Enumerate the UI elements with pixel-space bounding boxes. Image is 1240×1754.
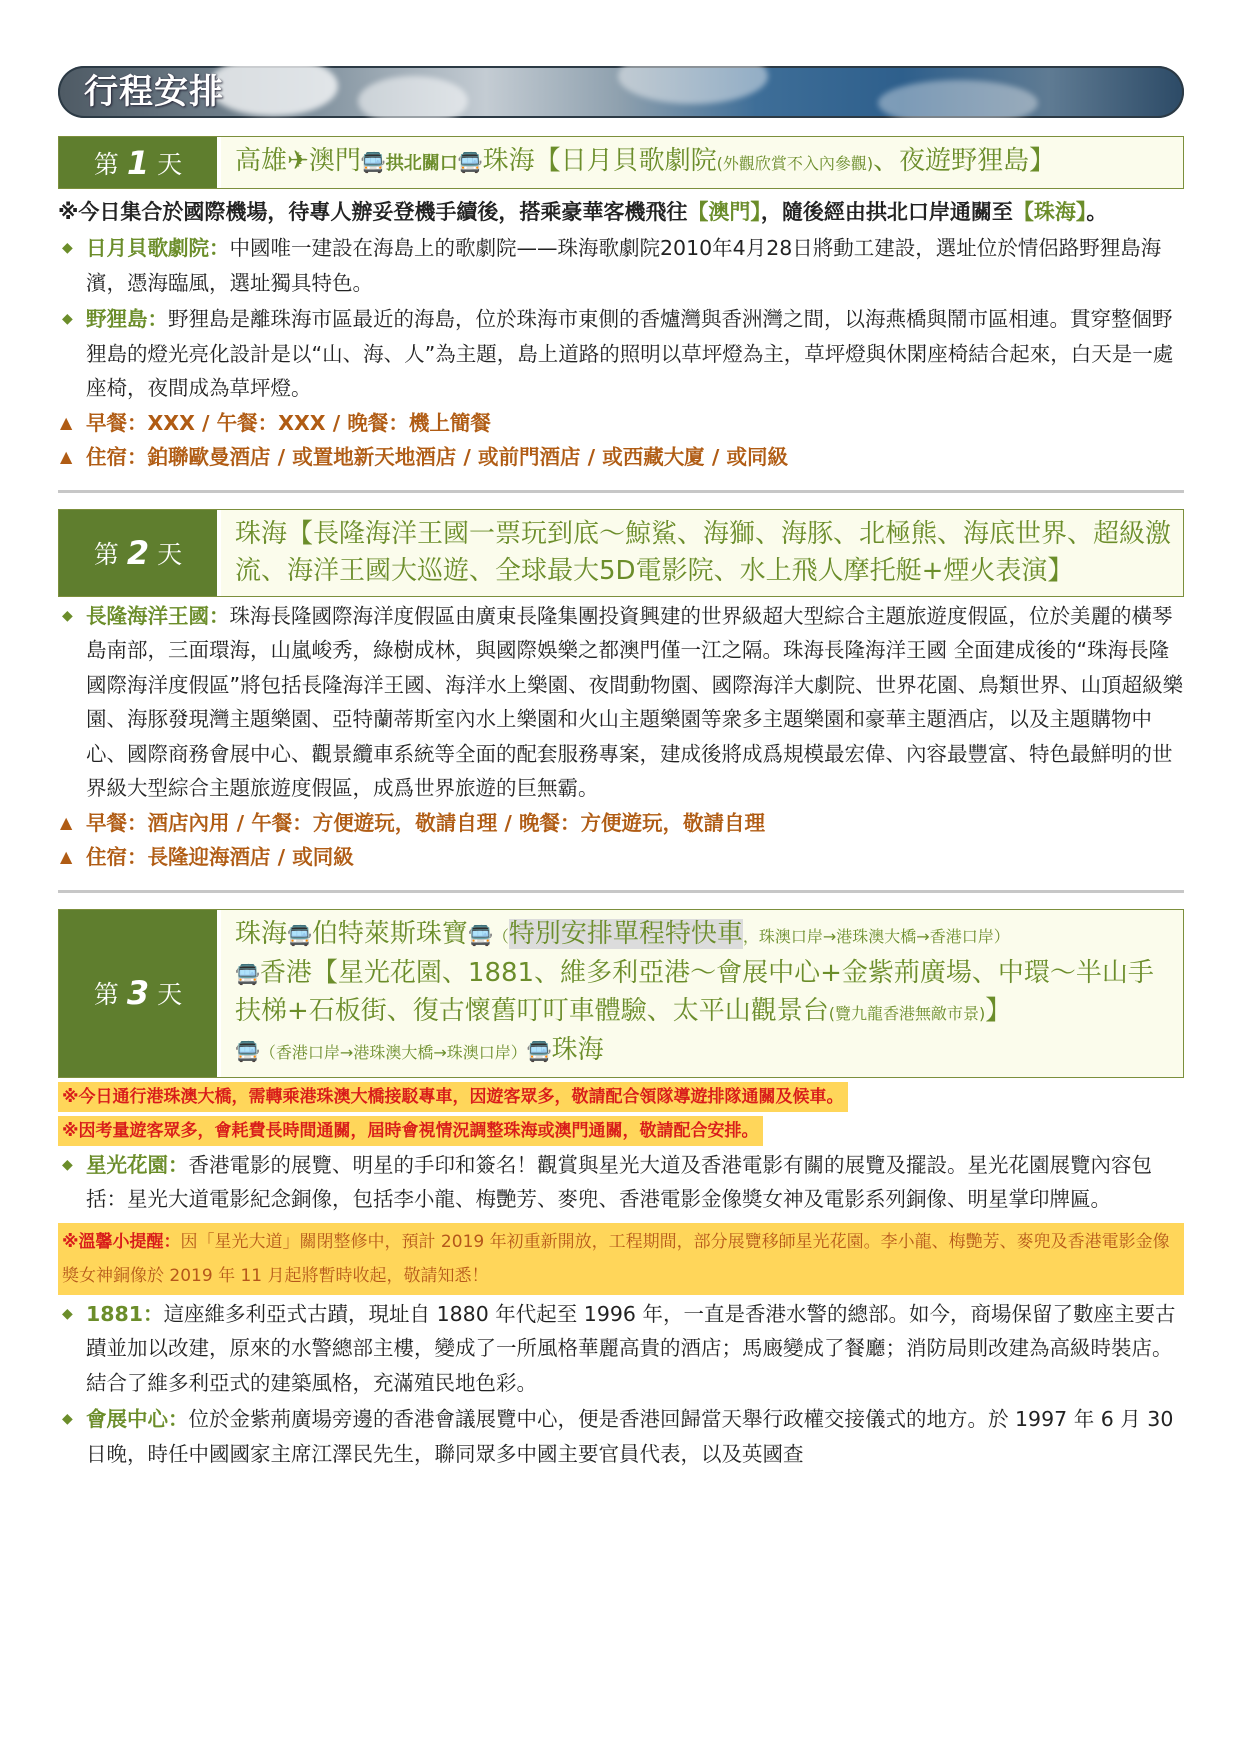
diamond-bullet-icon: ◆ <box>62 1156 73 1173</box>
reminder-text: 因「星光大道」關閉整修中，預計 2019 年初重新開放，工程期間，部分展覽移師星光花園。李小龍、梅艷芳、麥兜及香港電影金像獎女神銅像於 2019 年 11 月起將暫時收起，敬請知悉！ <box>62 1231 1170 1286</box>
attraction-name: 野狸島： <box>86 307 168 331</box>
route-detail: （香港口岸→港珠澳大橋→珠澳口岸） <box>259 1042 527 1062</box>
attraction-desc: 這座維多利亞式古蹟，現址自 1880 年代起至 1996 年，一直是香港水警的總部。如今，商場保留了數座主要古蹟並加以改建，原來的水警總部主樓，變成了一所風格華麗高貴的酒店；馬廄變成了餐廳；消防局則改建為高級時裝店。結合了維多利亞式的建築風格，充滿殖民地色彩。 <box>86 1301 1176 1395</box>
intro-text: ，隨後經由拱北口岸通關至 <box>760 200 1013 224</box>
route-via: 拱北關口 <box>385 153 458 174</box>
attraction-desc: 中國唯一建設在海島上的歌劇院——珠海歌劇院2010年4月28日將動工建設，選址位於情侶路野狸島海濱，憑海臨風，選址獨具特色。 <box>86 236 1162 295</box>
hotel-text: 住宿：長隆迎海酒店 / 或同級 <box>86 844 354 869</box>
bus-icon: 🚍 <box>467 922 493 947</box>
attraction-name: 日月貝歌劇院： <box>86 236 230 260</box>
attraction-item <box>58 1402 1184 1471</box>
day-title-note: (外觀欣賞不入內參觀) <box>716 154 874 173</box>
intro-text: 。 <box>1086 200 1108 224</box>
attraction-name: 星光花園： <box>86 1152 189 1177</box>
diamond-bullet-icon: ◆ <box>62 311 73 327</box>
bus-icon: 🚍 <box>457 150 483 174</box>
meal-info <box>58 406 1184 440</box>
triangle-bullet-icon: ▲ <box>60 846 73 866</box>
diamond-bullet-icon: ◆ <box>62 240 73 256</box>
intro-highlight: 【澳門】 <box>687 200 761 224</box>
attraction-desc: 珠海長隆國際海洋度假區由廣東長隆集團投資興建的世界級超大型綜合主題旅遊度假區，位於美麗的橫琴島南部，三面環海，山嵐峻秀，綠樹成林，與國際娛樂之都澳門僅一江之隔。珠海長隆海洋王國 全面建成後的“珠海長隆國際海洋度假區”將包括長隆海洋王國、海洋水上樂園、夜間動物園、國際海洋大劇院、世界花園、鳥類世界、山頂超級樂園、海豚發現灣主題樂園、亞特蘭蒂斯室內水上樂園和火山主題樂園等衆多主題樂園和豪華主題酒店，以及主題購物中心、國際商務會展中心、觀景纜車系統等全面的配套服務專案，建成後將成爲規模最宏偉、內容最豐富、特色最鮮明的世界級大型綜合主題旅遊度假區，成爲世界旅遊的巨無霸。 <box>86 603 1184 800</box>
day-label-suffix: 天 <box>157 149 183 179</box>
section-divider <box>58 490 1184 493</box>
route-destination: 珠海 <box>482 146 535 176</box>
route-stop: 伯特萊斯珠寶 <box>311 918 468 949</box>
attraction-name: 會展中心： <box>86 1407 189 1431</box>
day-title-text: 【日月貝歌劇院 <box>534 146 717 176</box>
cloud-decoration <box>618 66 768 104</box>
route-origin: 高雄 <box>235 146 288 176</box>
intro-text: ※今日集合於國際機場，待專人辦妥登機手續後，搭乘豪華客機飛往 <box>58 200 688 224</box>
day-label-prefix: 第 <box>93 539 119 569</box>
itinerary-banner <box>58 66 1184 118</box>
attraction-item <box>58 1148 1184 1217</box>
route-origin: 珠海 <box>235 918 288 949</box>
intro-highlight: 【珠海】 <box>1012 200 1087 224</box>
day2-title: 珠海【長隆海洋王國一票玩到底～鯨鯊、海獅、海豚、北極熊、海底世界、超級激流、海洋王國大巡遊、全球最大5D電影院、水上飛人摩托艇+煙火表演】 <box>235 518 1172 586</box>
day3-label <box>59 910 221 1077</box>
day-label-suffix: 天 <box>157 980 183 1009</box>
plane-icon: ✈ <box>287 146 309 176</box>
day-label-suffix: 天 <box>157 539 183 569</box>
meal-info <box>58 806 1184 840</box>
banner-title: 行程安排 <box>84 72 224 112</box>
notice-text: ※今日通行港珠澳大橋，需轉乘港珠澳大橋接駁專車，因遊客眾多，敬請配合領隊導遊排隊通關及候車。 <box>58 1082 848 1112</box>
attraction-desc: 野狸島是離珠海市區最近的海島，位於珠海市東側的香爐灣與香洲灣之間，以海燕橋與鬧市區相連。貫穿整個野狸島的燈光亮化設計是以“山、海、人”為主題，島上道路的照明以草坪燈為主，草坪燈與休閑座椅結合起來，白天是一處座椅，夜間成為草坪燈。 <box>86 307 1174 400</box>
day-number: 1 <box>126 143 150 182</box>
day1-header <box>58 136 1184 189</box>
diamond-bullet-icon: ◆ <box>62 1305 73 1322</box>
route-destination: 珠海 <box>551 1034 604 1065</box>
day-title-text: 香港【星光花園、1881、維多利亞港～會展中心+金紫荊廣場、中環～半山手扶梯+石板街、復古懷舊叮叮車體驗、太平山觀景台 <box>235 957 1154 1026</box>
triangle-bullet-icon: ▲ <box>60 446 73 466</box>
day1-title <box>221 137 1183 188</box>
diamond-bullet-icon: ◆ <box>62 607 73 624</box>
attraction-name: 長隆海洋王國： <box>86 603 230 628</box>
hotel-info <box>58 440 1184 474</box>
attraction-item <box>58 231 1184 300</box>
bus-icon: 🚍 <box>235 961 260 986</box>
bus-icon: 🚍 <box>360 150 386 174</box>
attraction-name: 1881： <box>86 1301 164 1326</box>
day-number: 2 <box>126 533 150 572</box>
route-paren: （ <box>492 926 509 946</box>
cloud-decoration <box>358 76 468 118</box>
route-stop: 澳門 <box>308 146 361 176</box>
reminder-heading: ※溫馨小提醒： <box>62 1231 181 1252</box>
meal-text: 早餐：XXX / 午餐：XXX / 晚餐：機上簡餐 <box>86 410 491 435</box>
day-title-text: 、夜遊野狸島】 <box>873 146 1056 176</box>
day2-label <box>59 510 221 596</box>
notice-text: ※因考量遊客眾多，會耗費長時間通關，屆時會視情況調整珠海或澳門通關，敬請配合安排。 <box>58 1116 763 1146</box>
hotel-text: 住宿：鉑聯歐曼酒店 / 或置地新天地酒店 / 或前門酒店 / 或西藏大廈 / 或同級 <box>86 444 789 469</box>
attraction-item <box>58 302 1184 406</box>
triangle-bullet-icon: ▲ <box>60 412 73 432</box>
bus-icon: 🚍 <box>526 1038 552 1063</box>
special-express-label: 特別安排單程特快車 <box>508 918 743 949</box>
day-number: 3 <box>126 974 150 1012</box>
attraction-desc: 位於金紫荊廣場旁邊的香港會議展覽中心，便是香港回歸當天舉行政權交接儀式的地方。於 1997 年 6 月 30 日晚，時任中國國家主席江澤民先生，聯同眾多中國主要官員代表，以及英國查 <box>86 1407 1174 1466</box>
cloud-decoration <box>878 80 1038 118</box>
hotel-info <box>58 840 1184 874</box>
warm-reminder <box>58 1223 1184 1295</box>
day1-intro <box>58 195 1184 229</box>
route-detail: ，珠澳口岸→港珠澳大橋→香港口岸） <box>742 926 1010 946</box>
attraction-desc: 香港電影的展覽、明星的手印和簽名！觀賞與星光大道及香港電影有關的展覽及擺設。星光花園展覽內容包括：星光大道電影紀念銅像，包括李小龍、梅艷芳、麥兜、香港電影金像獎女神及電影系列銅像、明星掌印牌匾。 <box>86 1152 1152 1211</box>
diamond-bullet-icon: ◆ <box>62 1411 73 1427</box>
attraction-item <box>58 599 1184 806</box>
day-title-text: 】 <box>985 995 1012 1026</box>
day3-notes <box>58 1078 1184 1146</box>
bus-icon: 🚍 <box>287 922 312 947</box>
bus-icon: 🚍 <box>235 1038 260 1063</box>
day-label-prefix: 第 <box>93 149 119 179</box>
meal-text: 早餐：酒店內用 / 午餐：方便遊玩，敬請自理 / 晚餐：方便遊玩，敬請自理 <box>86 810 766 835</box>
triangle-bullet-icon: ▲ <box>60 812 73 832</box>
attraction-item <box>58 1297 1184 1401</box>
section-divider <box>58 890 1184 893</box>
day-title-note: (覽九龍香港無敵市景) <box>828 1003 986 1023</box>
day2-header <box>58 509 1184 597</box>
day3-header <box>58 909 1184 1078</box>
day1-label <box>59 137 221 188</box>
cloud-decoration <box>208 66 338 116</box>
day3-title <box>221 910 1183 1077</box>
itinerary-page <box>58 66 1184 1471</box>
day-label-prefix: 第 <box>93 980 119 1009</box>
